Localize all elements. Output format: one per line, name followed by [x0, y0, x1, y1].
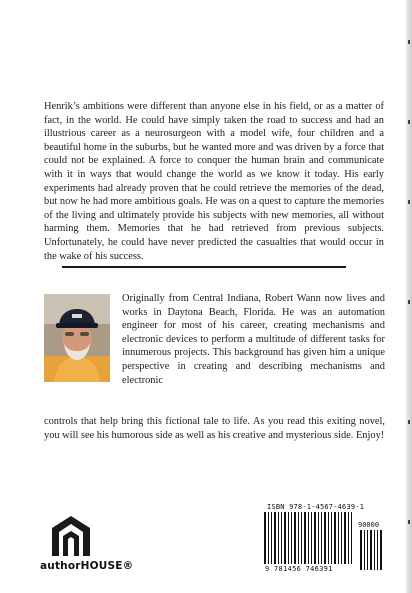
- barcode-bar: [338, 512, 339, 564]
- isbn-barcode: [263, 503, 384, 576]
- barcode-bar: [380, 530, 382, 570]
- barcode-bar: [314, 512, 316, 564]
- isbn-label: ISBN 978-1-4567-4639-1: [267, 503, 365, 511]
- barcode-bar: [278, 512, 279, 564]
- barcode-bar: [377, 530, 378, 570]
- spine-mark: [408, 200, 410, 204]
- barcode-bar: [284, 512, 286, 564]
- barcode-bar: [364, 530, 365, 570]
- barcode-bar: [321, 512, 322, 564]
- price-barcode-bars: [359, 530, 383, 570]
- barcode-bar: [308, 512, 309, 564]
- barcode-bar: [367, 530, 368, 570]
- barcode-bar: [318, 512, 319, 564]
- barcode-bar: [328, 512, 329, 564]
- barcode-bar: [370, 530, 372, 570]
- barcode-bar: [344, 512, 346, 564]
- divider-rule: [62, 266, 346, 268]
- barcode-bar: [348, 512, 349, 564]
- barcode-bars: [263, 512, 355, 564]
- barcode-bar: [274, 512, 276, 564]
- spine-mark: [408, 420, 410, 424]
- barcode-bar: [291, 512, 292, 564]
- barcode-bar: [271, 512, 272, 564]
- barcode-bar: [294, 512, 296, 564]
- spine-mark: [408, 300, 410, 304]
- barcode-bar: [264, 512, 266, 564]
- barcode-bar: [334, 512, 336, 564]
- author-bio: Originally from Central Indiana, Robert Wann now lives and works in Daytona Beach, Florida. He was an automation engineer for most of his career, creating mechanisms and electronic devices to perform a multitude of different tasks for innumerous projects. This background has given him a unique perspective in creating and describing mechanisms and electronic: [122, 293, 385, 386]
- price-code: 90000: [358, 521, 380, 529]
- barcode-bar: [268, 512, 269, 564]
- spine-mark: [408, 120, 410, 124]
- authorhouse-logo-icon: [50, 514, 92, 558]
- book-blurb: Henrik’s ambitions were different than anyone else in his field, or as a matter of fact, in the world. He could have simply taken the road to success and had an illustrious career as a neurosurgeon with a model wife, four children and a beautiful home in the suburbs, but he wanted more and was driven by a force that could not be explained. A force to conquer the human brain and communicate with it in ways that would change the world as we know it today. His early experiments had already proven that he could retrieve the memories of the dead, but now he had more ambitious goals. He was on a quest to capture the memories of the living and ultimately provide his subjects with new memories, all without harming them. Memories that he had retrieved from previous subjects. Unfortunately, he could have never predicted the casualties that would occur in the wake of his success.: [44, 101, 384, 262]
- spine-mark: [408, 520, 410, 524]
- barcode-bar: [311, 512, 312, 564]
- author-bio-continued: controls that help bring this fictional tale to life. As you read this exiting novel, you will see his humorous side as well as his creative and mysterious side. Enjoy!: [44, 416, 385, 441]
- barcode-bar: [304, 512, 306, 564]
- publisher-name: authorHOUSE®: [40, 560, 134, 572]
- publisher-logo: [40, 514, 134, 576]
- barcode-bar: [324, 512, 326, 564]
- spine-mark: [408, 40, 410, 44]
- spine-edge: [406, 0, 412, 593]
- author-photo: [44, 294, 110, 382]
- barcode-bar: [281, 512, 282, 564]
- barcode-bar: [298, 512, 299, 564]
- barcode-bar: [331, 512, 332, 564]
- barcode-bar: [374, 530, 375, 570]
- barcode-number: 9 781456 746391: [265, 565, 333, 573]
- barcode-bar: [341, 512, 342, 564]
- barcode-bar: [288, 512, 289, 564]
- barcode-bar: [351, 512, 352, 564]
- barcode-bar: [360, 530, 362, 570]
- barcode-bar: [301, 512, 302, 564]
